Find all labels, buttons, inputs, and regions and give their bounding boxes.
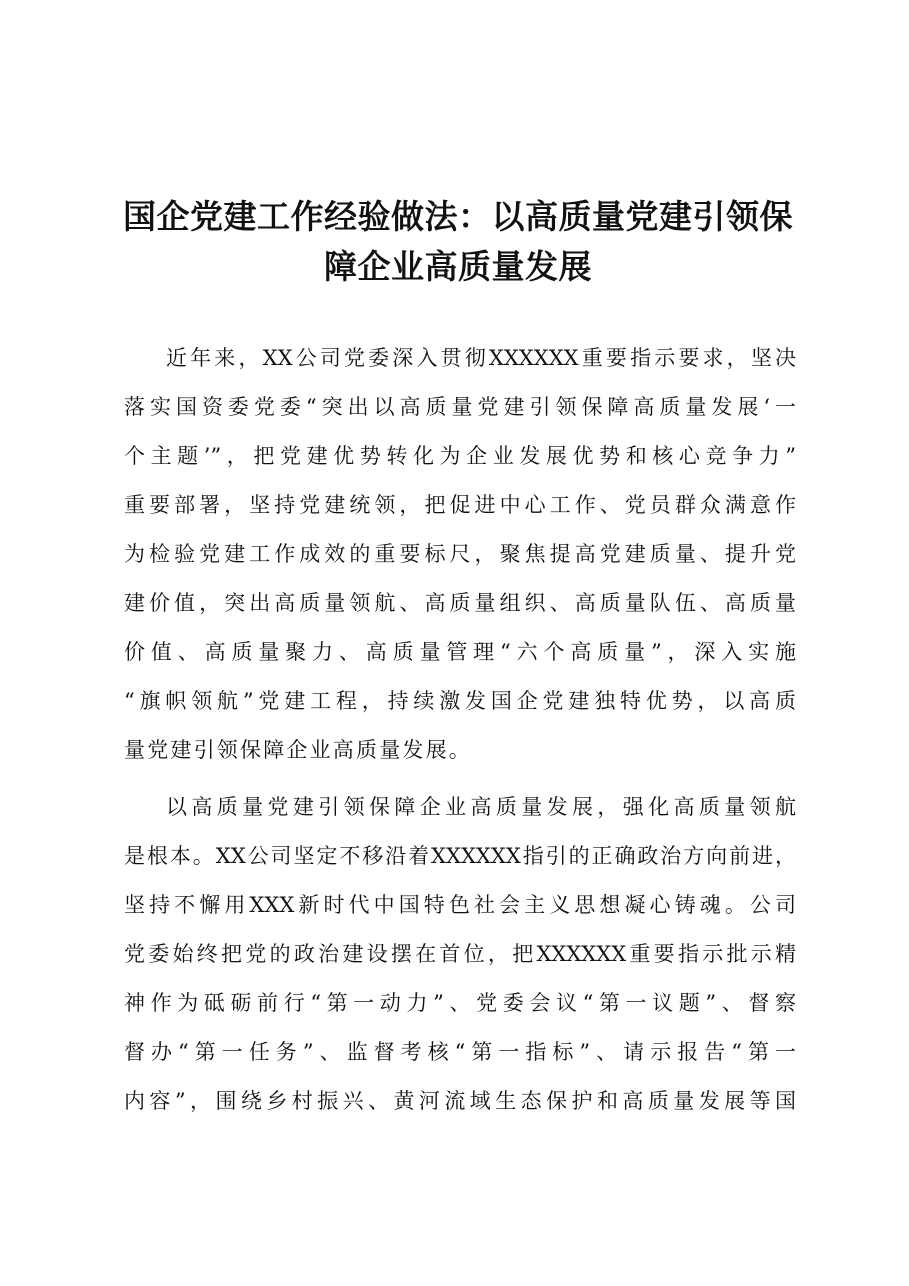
paragraph-line: 督办“第一任务”、监督考核“第一指标”、请示报告“第一 [124,1040,796,1064]
paragraph-line: 建价值，突出高质量领航、高质量组织、高质量队伍、高质量 [124,591,796,615]
paragraph-line: 落实国资委党委“突出以高质量党建引领保障高质量发展‘一 [124,395,796,419]
paragraph-line: 为检验党建工作成效的重要标尺，聚焦提高党建质量、提升党 [124,542,796,566]
paragraph-line: 近年来，XX公司党委深入贯彻XXXXXX重要指示要求，坚决 [166,346,796,370]
document-title-line-2: 障企业高质量发展 [324,247,592,286]
paragraph-line: 党委始终把党的政治建设摆在首位，把XXXXXX重要指示批示精 [124,942,796,966]
paragraph-line: 以高质量党建引领保障企业高质量发展，强化高质量领航 [166,795,796,819]
paragraph-line: 坚持不懈用XXX新时代中国特色社会主义思想凝心铸魂。公司 [124,893,796,917]
paragraph-line: 重要部署，坚持党建统领，把促进中心工作、党员群众满意作 [124,493,796,517]
paragraph-line: 是根本。XX公司坚定不移沿着XXXXXX指引的正确政治方向前进， [124,844,796,868]
paragraph-line: 个主题’”，把党建优势转化为企业发展优势和核心竞争力” [124,444,796,468]
paragraph-line: “旗帜领航”党建工程，持续激发国企党建独特优势，以高质 [124,689,796,713]
paragraph-line: 量党建引领保障企业高质量发展。 [124,738,472,762]
paragraph-line: 神作为砥砺前行“第一动力”、党委会议“第一议题”、督察 [124,991,796,1015]
paragraph-line: 价值、高质量聚力、高质量管理“六个高质量”，深入实施 [124,640,796,664]
document-title-line-1: 国企党建工作经验做法：以高质量党建引领保 [123,197,793,236]
paragraph-line: 内容”，围绕乡村振兴、黄河流域生态保护和高质量发展等国 [124,1089,796,1113]
